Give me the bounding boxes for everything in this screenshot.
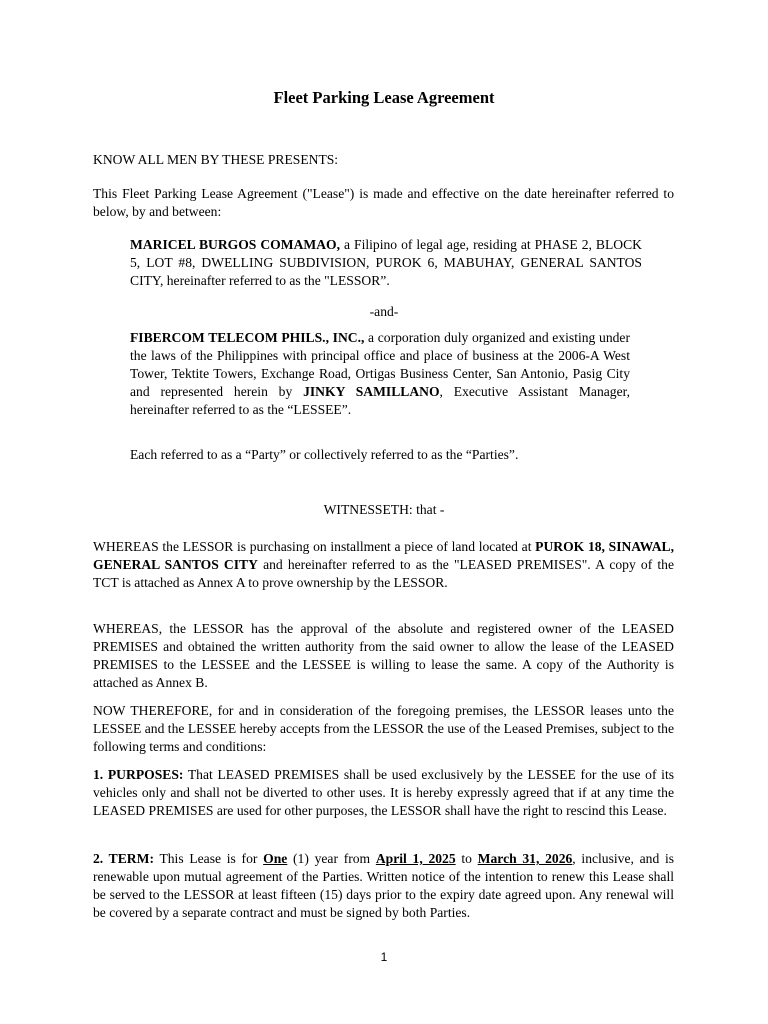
now-therefore-paragraph: NOW THEREFORE, for and in consideration of the foregoing premises, the LESSOR leases unto the LESSEE and the LESSEE hereby accepts from the LESSOR the use of the Leased Premises, subject to the following terms and conditions: — [93, 703, 674, 754]
document-title: Fleet Parking Lease Agreement — [273, 88, 495, 107]
witnesseth-heading: WITNESSETH: that - — [323, 502, 445, 517]
lessee-description-2: , Executive Assistant Manager, hereinafter referred to as the “LESSEE”. — [130, 384, 630, 417]
section-2-heading: 2. TERM: — [93, 851, 154, 866]
lessor-name: MARICEL BURGOS COMAMAO, — [130, 237, 341, 252]
intro-line: KNOW ALL MEN BY THESE PRESENTS: — [93, 152, 339, 167]
section-2-start-date: April 1, 2025 — [375, 851, 456, 866]
section-2-end-date: March 31, 2026 — [477, 851, 573, 866]
opening-paragraph: This Fleet Parking Lease Agreement ("Lease") is made and effective on the date hereinafter referred to below, by and between: — [93, 186, 674, 219]
whereas-paragraph-2: WHEREAS, the LESSOR has the approval of the absolute and registered owner of the LEASED PREMISES and obtained the written authority from the said owner to allow the lease of the LEASED PREMISES to the LESSEE and the LESSEE is willing to lease the same. A copy of the Authority is attached as Annex B. — [93, 621, 674, 690]
and-separator: -and- — [369, 304, 399, 319]
whereas-1-location: PUROK 18, SINAWAL, GENERAL SANTOS CITY — [93, 539, 674, 572]
section-2-text-3: to — [455, 851, 478, 866]
page-number: 1 — [380, 950, 388, 964]
section-2-text-2: (1) year from — [287, 851, 376, 866]
section-2-text-1: This Lease is for — [153, 851, 264, 866]
lessee-description-1: a corporation duly organized and existing under the laws of the Philippines with principal office and place of business at the 2006-A West Tower, Tektite Towers, Exchange Road, Ortigas Business Center, San Antonio, Pasig City and represented herein by — [130, 330, 630, 399]
party-note: Each referred to as a “Party” or collectively referred to as the “Parties”. — [130, 447, 519, 462]
lessor-description: a Filipino of legal age, residing at PHASE 2, BLOCK 5, LOT #8, DWELLING SUBDIVISION, PUROK 6, MABUHAY, GENERAL SANTOS CITY, hereinafter referred to as the "LESSOR”. — [130, 237, 642, 288]
lessee-paragraph — [130, 329, 630, 419]
section-2-term-value: One — [263, 851, 288, 866]
whereas-1-text-2: and hereinafter referred to as the "LEASED PREMISES". A copy of the TCT is attached as Annex A to prove ownership by the LESSOR. — [93, 557, 674, 590]
lessee-representative: JINKY SAMILLANO — [303, 384, 440, 399]
lessee-name: FIBERCOM TELECOM PHILS., INC., — [130, 330, 365, 345]
section-2-text-4: , inclusive, and is renewable upon mutual agreement of the Parties. Written notice of the intention to renew this Lease shall be served to the LESSOR at least fifteen (15) days prior to the expiry date agreed upon. Any renewal will be covered by a separate contract and must be signed by both Parties. — [93, 851, 675, 920]
section-1-heading: 1. PURPOSES: — [93, 767, 184, 782]
section-2-term — [93, 850, 674, 922]
section-1-purposes — [93, 766, 674, 820]
section-1-text: That LEASED PREMISES shall be used exclusively by the LESSEE for the use of its vehicles only and shall not be diverted to other uses. It is hereby expressly agreed that if at any time the LEASED PREMISES are used for other purposes, the LESSOR shall have the right to rescind this Lease. — [93, 767, 675, 818]
lessor-paragraph — [130, 236, 642, 290]
whereas-paragraph-1 — [93, 538, 674, 592]
whereas-1-text-1: WHEREAS the LESSOR is purchasing on installment a piece of land located at — [93, 539, 536, 554]
